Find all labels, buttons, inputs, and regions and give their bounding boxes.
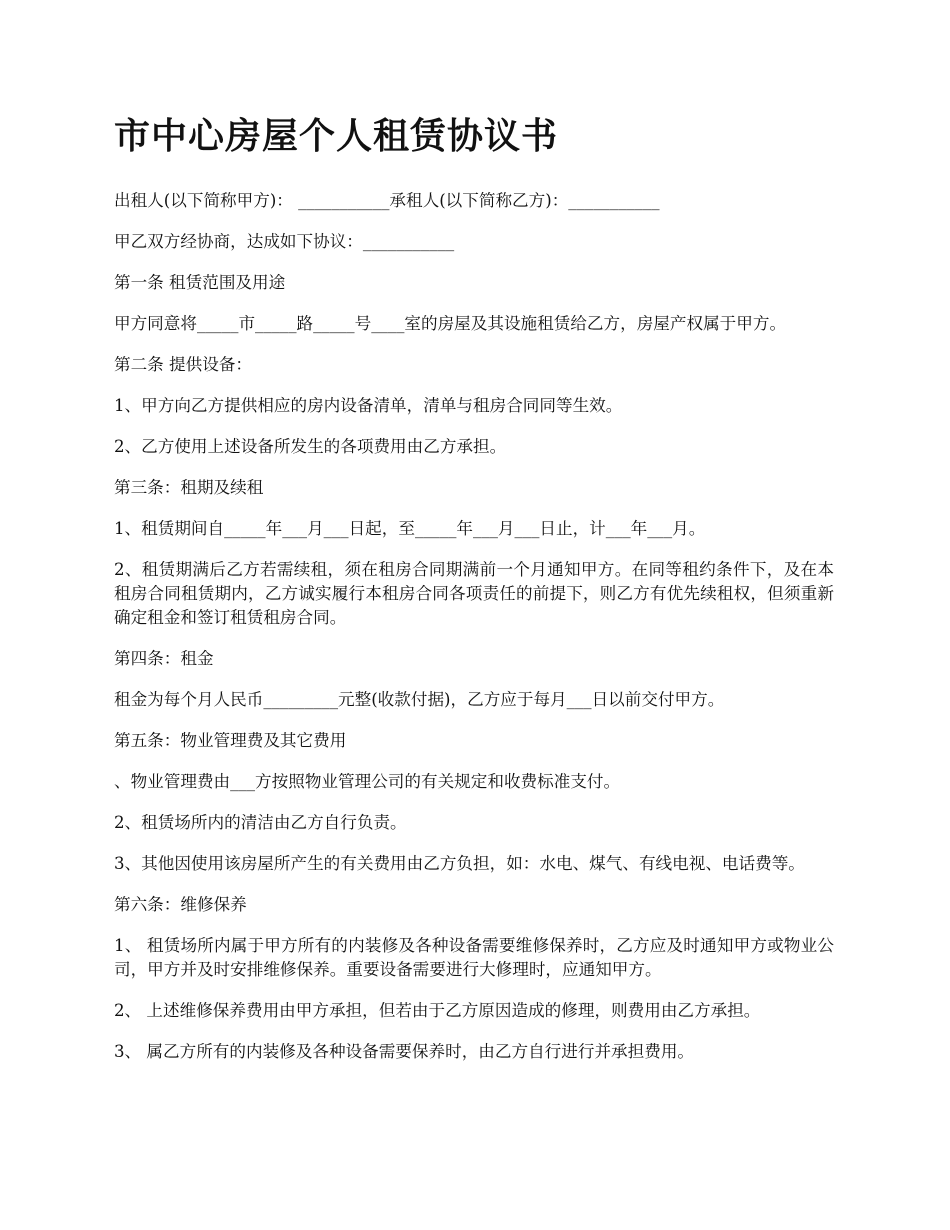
article-5-heading: 第五条：物业管理费及其它费用 xyxy=(114,731,347,750)
article-5-item-1: 、物业管理费由___方按照物业管理公司的有关规定和收费标准支付。 xyxy=(114,772,621,791)
article-4-body: 租金为每个月人民币_________元整(收款付据)，乙方应于每月___日以前交付甲方。 xyxy=(114,690,725,709)
article-1-heading: 第一条 租赁范围及用途 xyxy=(114,273,286,292)
article-6-item-1: 1、 租赁场所内属于甲方所有的内装修及各种设备需要维修保养时，乙方应及时通知甲方或物业公司，甲方并及时安排维修保养。重要设备需要进行大修理时，应通知甲方。 xyxy=(114,936,834,979)
document-page xyxy=(114,112,834,1081)
article-1-body: 甲方同意将_____市_____路_____号____室的房屋及其设施租赁给乙方，房屋产权属于甲方。 xyxy=(114,314,787,333)
article-4-heading: 第四条：租金 xyxy=(114,649,214,668)
agreement-intro: 甲乙双方经协商，达成如下协议：___________ xyxy=(114,232,455,251)
article-6-item-3: 3、 属乙方所有的内装修及各种设备需要保养时，由乙方自行进行并承担费用。 xyxy=(114,1042,695,1061)
parties-line: 出租人(以下简称甲方)： ___________承租人(以下简称乙方)：___________ xyxy=(114,191,660,210)
article-3-item-1: 1、租赁期间自_____年___月___日起，至_____年___月___日止，计___年___月。 xyxy=(114,519,706,538)
article-2-item-2: 2、乙方使用上述设备所发生的各项费用由乙方承担。 xyxy=(114,437,507,456)
article-5-item-3: 3、其他因使用该房屋所产生的有关费用由乙方负担，如：水电、煤气、有线电视、电话费等。 xyxy=(114,854,805,873)
article-6-heading: 第六条：维修保养 xyxy=(114,895,247,914)
document-title: 市中心房屋个人租赁协议书 xyxy=(114,116,559,157)
article-2-item-1: 1、甲方向乙方提供相应的房内设备清单，清单与租房合同同等生效。 xyxy=(114,396,623,415)
article-3-item-2: 2、租赁期满后乙方若需续租，须在租房合同期满前一个月通知甲方。在同等租约条件下，及在本租房合同租赁期内，乙方诚实履行本租房合同各项责任的前提下，则乙方有优先续租权，但须重新确定租金和签订租赁租房合同。 xyxy=(114,560,834,627)
article-3-heading: 第三条：租期及续租 xyxy=(114,478,264,497)
article-5-item-2: 2、租赁场所内的清洁由乙方自行负责。 xyxy=(114,813,407,832)
article-2-heading: 第二条 提供设备： xyxy=(114,355,253,374)
article-6-item-2: 2、 上述维修保养费用由甲方承担，但若由于乙方原因造成的修理，则费用由乙方承担。 xyxy=(114,1001,761,1020)
